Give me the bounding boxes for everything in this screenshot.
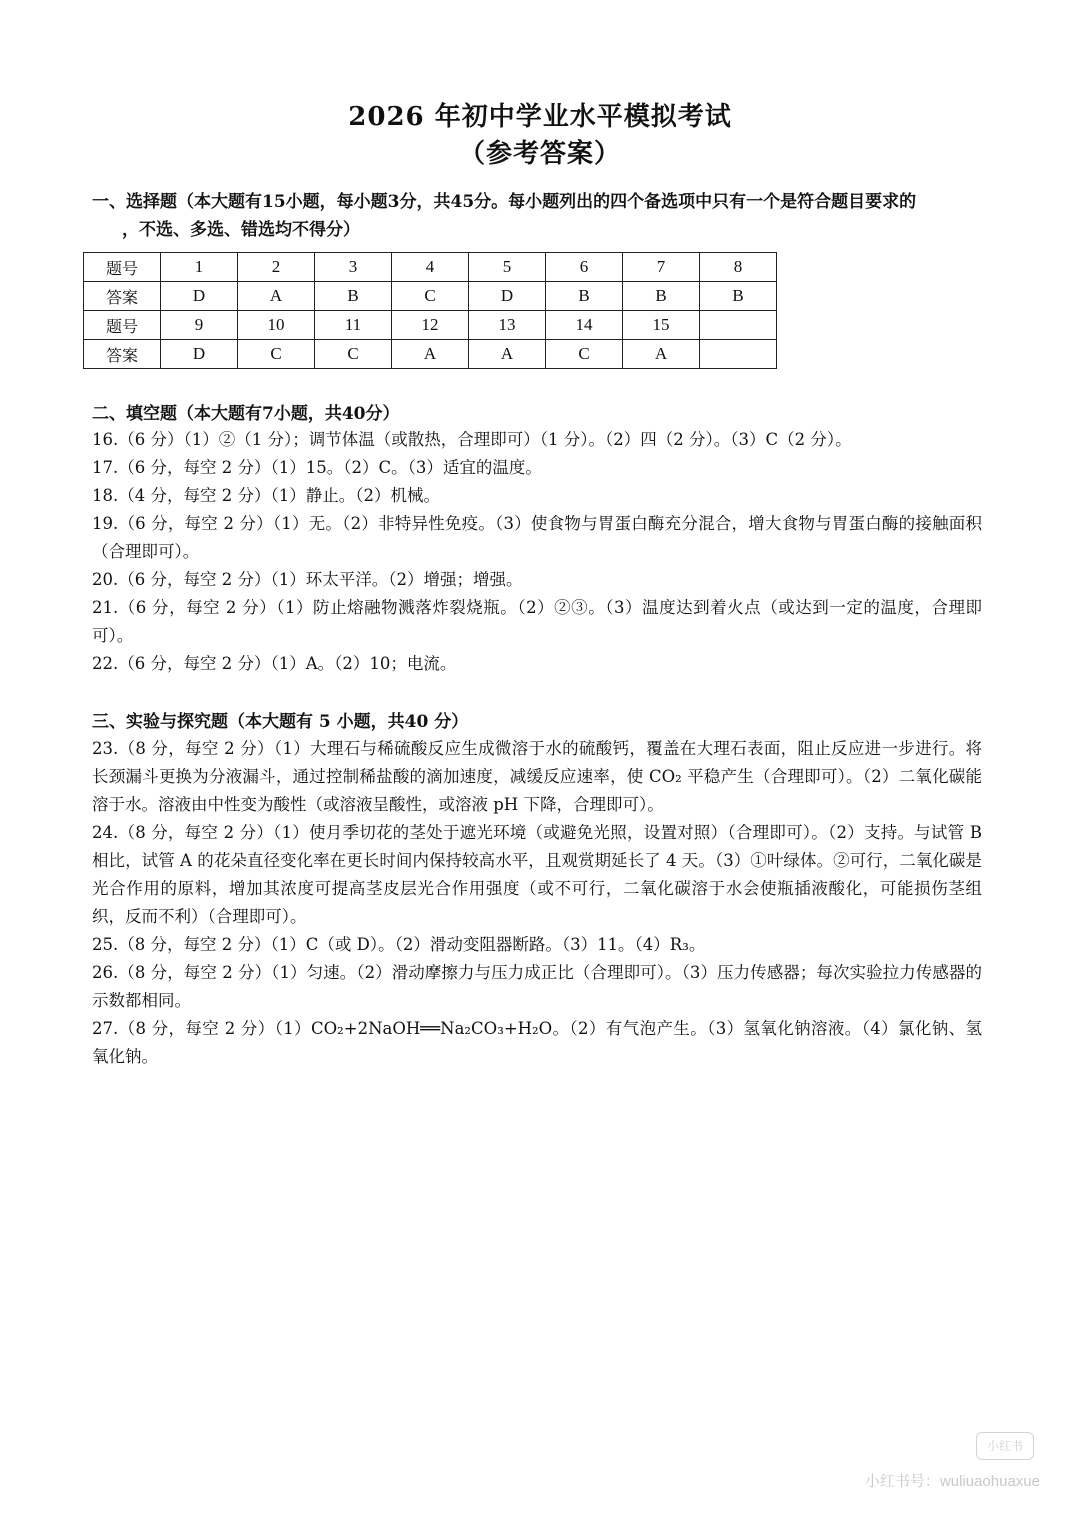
list-item: 23.（8 分，每空 2 分）（1）大理石与稀硫酸反应生成微溶于水的硫酸钙，覆盖在大理石表面，阻止反应进一步进行。将长颈漏斗更换为分液漏斗，通过控制稀盐酸的滴加速度，减缓反应速率，使 CO₂ 平稳产生（合理即可）。（2）二氧化碳能溶于水。溶液由中性变为酸性（或溶液呈酸性，或溶液 pH 下降，合理即可）。	[92, 739, 982, 814]
table-cell: 14	[546, 311, 623, 340]
table-cell: 3	[315, 253, 392, 282]
list-item: 17.（6 分，每空 2 分）（1）15。（2）C。（3）适宜的温度。	[92, 458, 542, 477]
list-item: 25.（8 分，每空 2 分）（1）C（或 D）。（2）滑动变阻器断路。（3）11。（4）R₃。	[92, 935, 706, 954]
section2-items	[92, 426, 982, 678]
table-cell: 8	[700, 253, 777, 282]
table-cell: B	[623, 282, 700, 311]
list-item: 20.（6 分，每空 2 分）（1）环太平洋。（2）增强；增强。	[92, 570, 523, 589]
table-cell: 9	[161, 311, 238, 340]
table-cell: 4	[392, 253, 469, 282]
table-cell: 11	[315, 311, 392, 340]
row-label: 答案	[84, 282, 161, 311]
table-cell: 13	[469, 311, 546, 340]
table-cell: B	[700, 282, 777, 311]
table-cell	[700, 340, 777, 369]
table-cell: C	[238, 340, 315, 369]
list-item: 16.（6 分）（1）②（1 分）；调节体温（或散热，合理即可）（1 分）。（2）四（2 分）。（3）C（2 分）。	[92, 430, 852, 449]
list-item: 21.（6 分，每空 2 分）（1）防止熔融物溅落炸裂烧瓶。（2）②③。（3）温度达到着火点（或达到一定的温度，合理即可）。	[92, 598, 982, 645]
table-cell: 1	[161, 253, 238, 282]
list-item: 27.（8 分，每空 2 分）（1）CO₂+2NaOH══Na₂CO₃+H₂O。（2）有气泡产生。（3）氢氧化钠溶液。（4）氯化钠、氢氧化钠。	[92, 1019, 982, 1066]
table-cell: C	[315, 340, 392, 369]
table-cell	[700, 311, 777, 340]
table-cell: 2	[238, 253, 315, 282]
section2-heading: 二、填空题（本大题有7小题，共40分）	[92, 404, 400, 424]
table-cell: A	[623, 340, 700, 369]
list-item: 24.（8 分，每空 2 分）（1）使月季切花的茎处于遮光环境（或避免光照，设置对照）（合理即可）。（2）支持。与试管 B 相比，试管 A 的花朵直径变化率在更长时间内保持较高水平，且观赏期延长了 4 天。（3）①叶绿体。②可行，二氧化碳是光合作用的原料，增加其浓度可提高茎皮层光合作用强度（或不可行，二氧化碳溶于水会使瓶插液酸化，可能损伤茎组织，反而不利）（合理即可）。	[92, 823, 982, 926]
table-cell: 15	[623, 311, 700, 340]
table-row	[84, 282, 777, 311]
table-cell: A	[392, 340, 469, 369]
section1-heading-line2: ，不选、多选、错选均不得分）	[122, 220, 360, 240]
list-item: 18.（4 分，每空 2 分）（1）静止。（2）机械。	[92, 486, 440, 505]
section3-items	[92, 735, 982, 1071]
row-label: 题号	[84, 253, 161, 282]
list-item: 26.（8 分，每空 2 分）（1）匀速。（2）滑动摩擦力与压力成正比（合理即可）。（3）压力传感器；每次实验拉力传感器的示数都相同。	[92, 963, 982, 1010]
row-label: 题号	[84, 311, 161, 340]
table-cell: C	[392, 282, 469, 311]
page-subtitle: （参考答案）	[458, 139, 621, 169]
table-cell: 10	[238, 311, 315, 340]
table-cell: D	[161, 340, 238, 369]
watermark-text: 小红书号：wuliuaohuaxue	[864, 1473, 1040, 1490]
watermark-logo: 小红书	[976, 1432, 1034, 1460]
section1-heading-line1: 一、选择题（本大题有15小题，每小题3分，共45分。每小题列出的四个备选项中只有一个是符合题目要求的	[92, 192, 917, 212]
table-cell: D	[469, 282, 546, 311]
table-cell: 5	[469, 253, 546, 282]
table-cell: B	[315, 282, 392, 311]
answer-table	[83, 252, 777, 369]
list-item: 19.（6 分，每空 2 分）（1）无。（2）非特异性免疫。（3）使食物与胃蛋白酶充分混合，增大食物与胃蛋白酶的接触面积（合理即可）。	[92, 514, 982, 561]
list-item: 22.（6 分，每空 2 分）（1）A。（2）10；电流。	[92, 654, 457, 673]
table-cell: 6	[546, 253, 623, 282]
table-cell: 7	[623, 253, 700, 282]
table-row	[84, 253, 777, 282]
table-row	[84, 340, 777, 369]
section1-heading	[92, 188, 982, 244]
table-cell: B	[546, 282, 623, 311]
table-row	[84, 311, 777, 340]
section3-heading: 三、实验与探究题（本大题有 5 小题，共40 分）	[92, 712, 469, 732]
table-cell: 12	[392, 311, 469, 340]
table-cell: A	[469, 340, 546, 369]
page-title: 2026 年初中学业水平模拟考试	[348, 102, 732, 132]
table-cell: A	[238, 282, 315, 311]
table-cell: D	[161, 282, 238, 311]
row-label: 答案	[84, 340, 161, 369]
table-cell: C	[546, 340, 623, 369]
